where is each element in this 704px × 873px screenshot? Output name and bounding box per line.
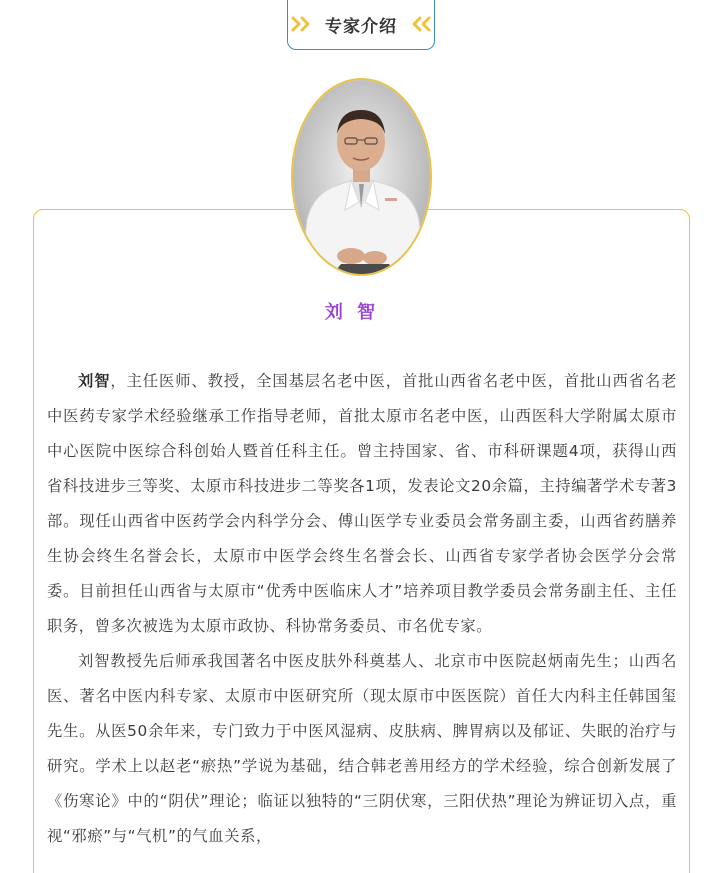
expert-bio: [47, 364, 677, 854]
double-chevron-right-icon: [291, 15, 313, 33]
section-title: 专家介绍: [325, 17, 397, 37]
expert-name: 刘 智: [324, 302, 380, 323]
bio-paragraph-1: [47, 364, 677, 644]
double-chevron-left-icon: [409, 15, 431, 33]
portrait-image: [293, 80, 430, 274]
bio-paragraph-1-text: ，主任医师、教授，全国基层名老中医，首批山西省名老中医，首批山西省名老中医药专家学术经验继承工作指导老师，首批太原市名老中医，山西医科大学附属太原市中心医院中医综合科创始人暨首任科主任。曾主持国家、省、市科研课题4项，获得山西省科技进步三等奖、太原市科技进步二等奖各1项，发表论文20余篇，主持编著学术专著3部。现任山西省中医药学会内科学分会、傅山医学专业委员会常务副主委，山西省药膳养生协会终生名誉会长，太原市中医学会终生名誉会长、山西省专家学者协会医学分会常委。目前担任山西省与太原市“优秀中医临床人才”培养项目教学委员会常务副主任、主任职务，曾多次被选为太原市政协、科协常务委员、市名优专家。: [47, 372, 677, 635]
expert-portrait: [291, 78, 432, 276]
bio-paragraph-2: 刘智教授先后师承我国著名中医皮肤外科奠基人、北京市中医院赵炳南先生；山西名医、著名中医内科专家、太原市中医研究所（现太原市中医医院）首任大内科主任韩国玺先生。从医50余年来，专门致力于中医风湿病、皮肤病、脾胃病以及郁证、失眠的治疗与研究。学术上以赵老“瘀热”学说为基础，结合韩老善用经方的学术经验，综合创新发展了《伤寒论》中的“阴伏”理论；临证以独特的“三阴伏寒，三阳伏热”理论为辨证切入点，重视“邪瘀”与“气机”的气血关系，: [47, 652, 677, 845]
section-header-badge: [287, 0, 435, 50]
bio-name: 刘智: [78, 372, 111, 390]
